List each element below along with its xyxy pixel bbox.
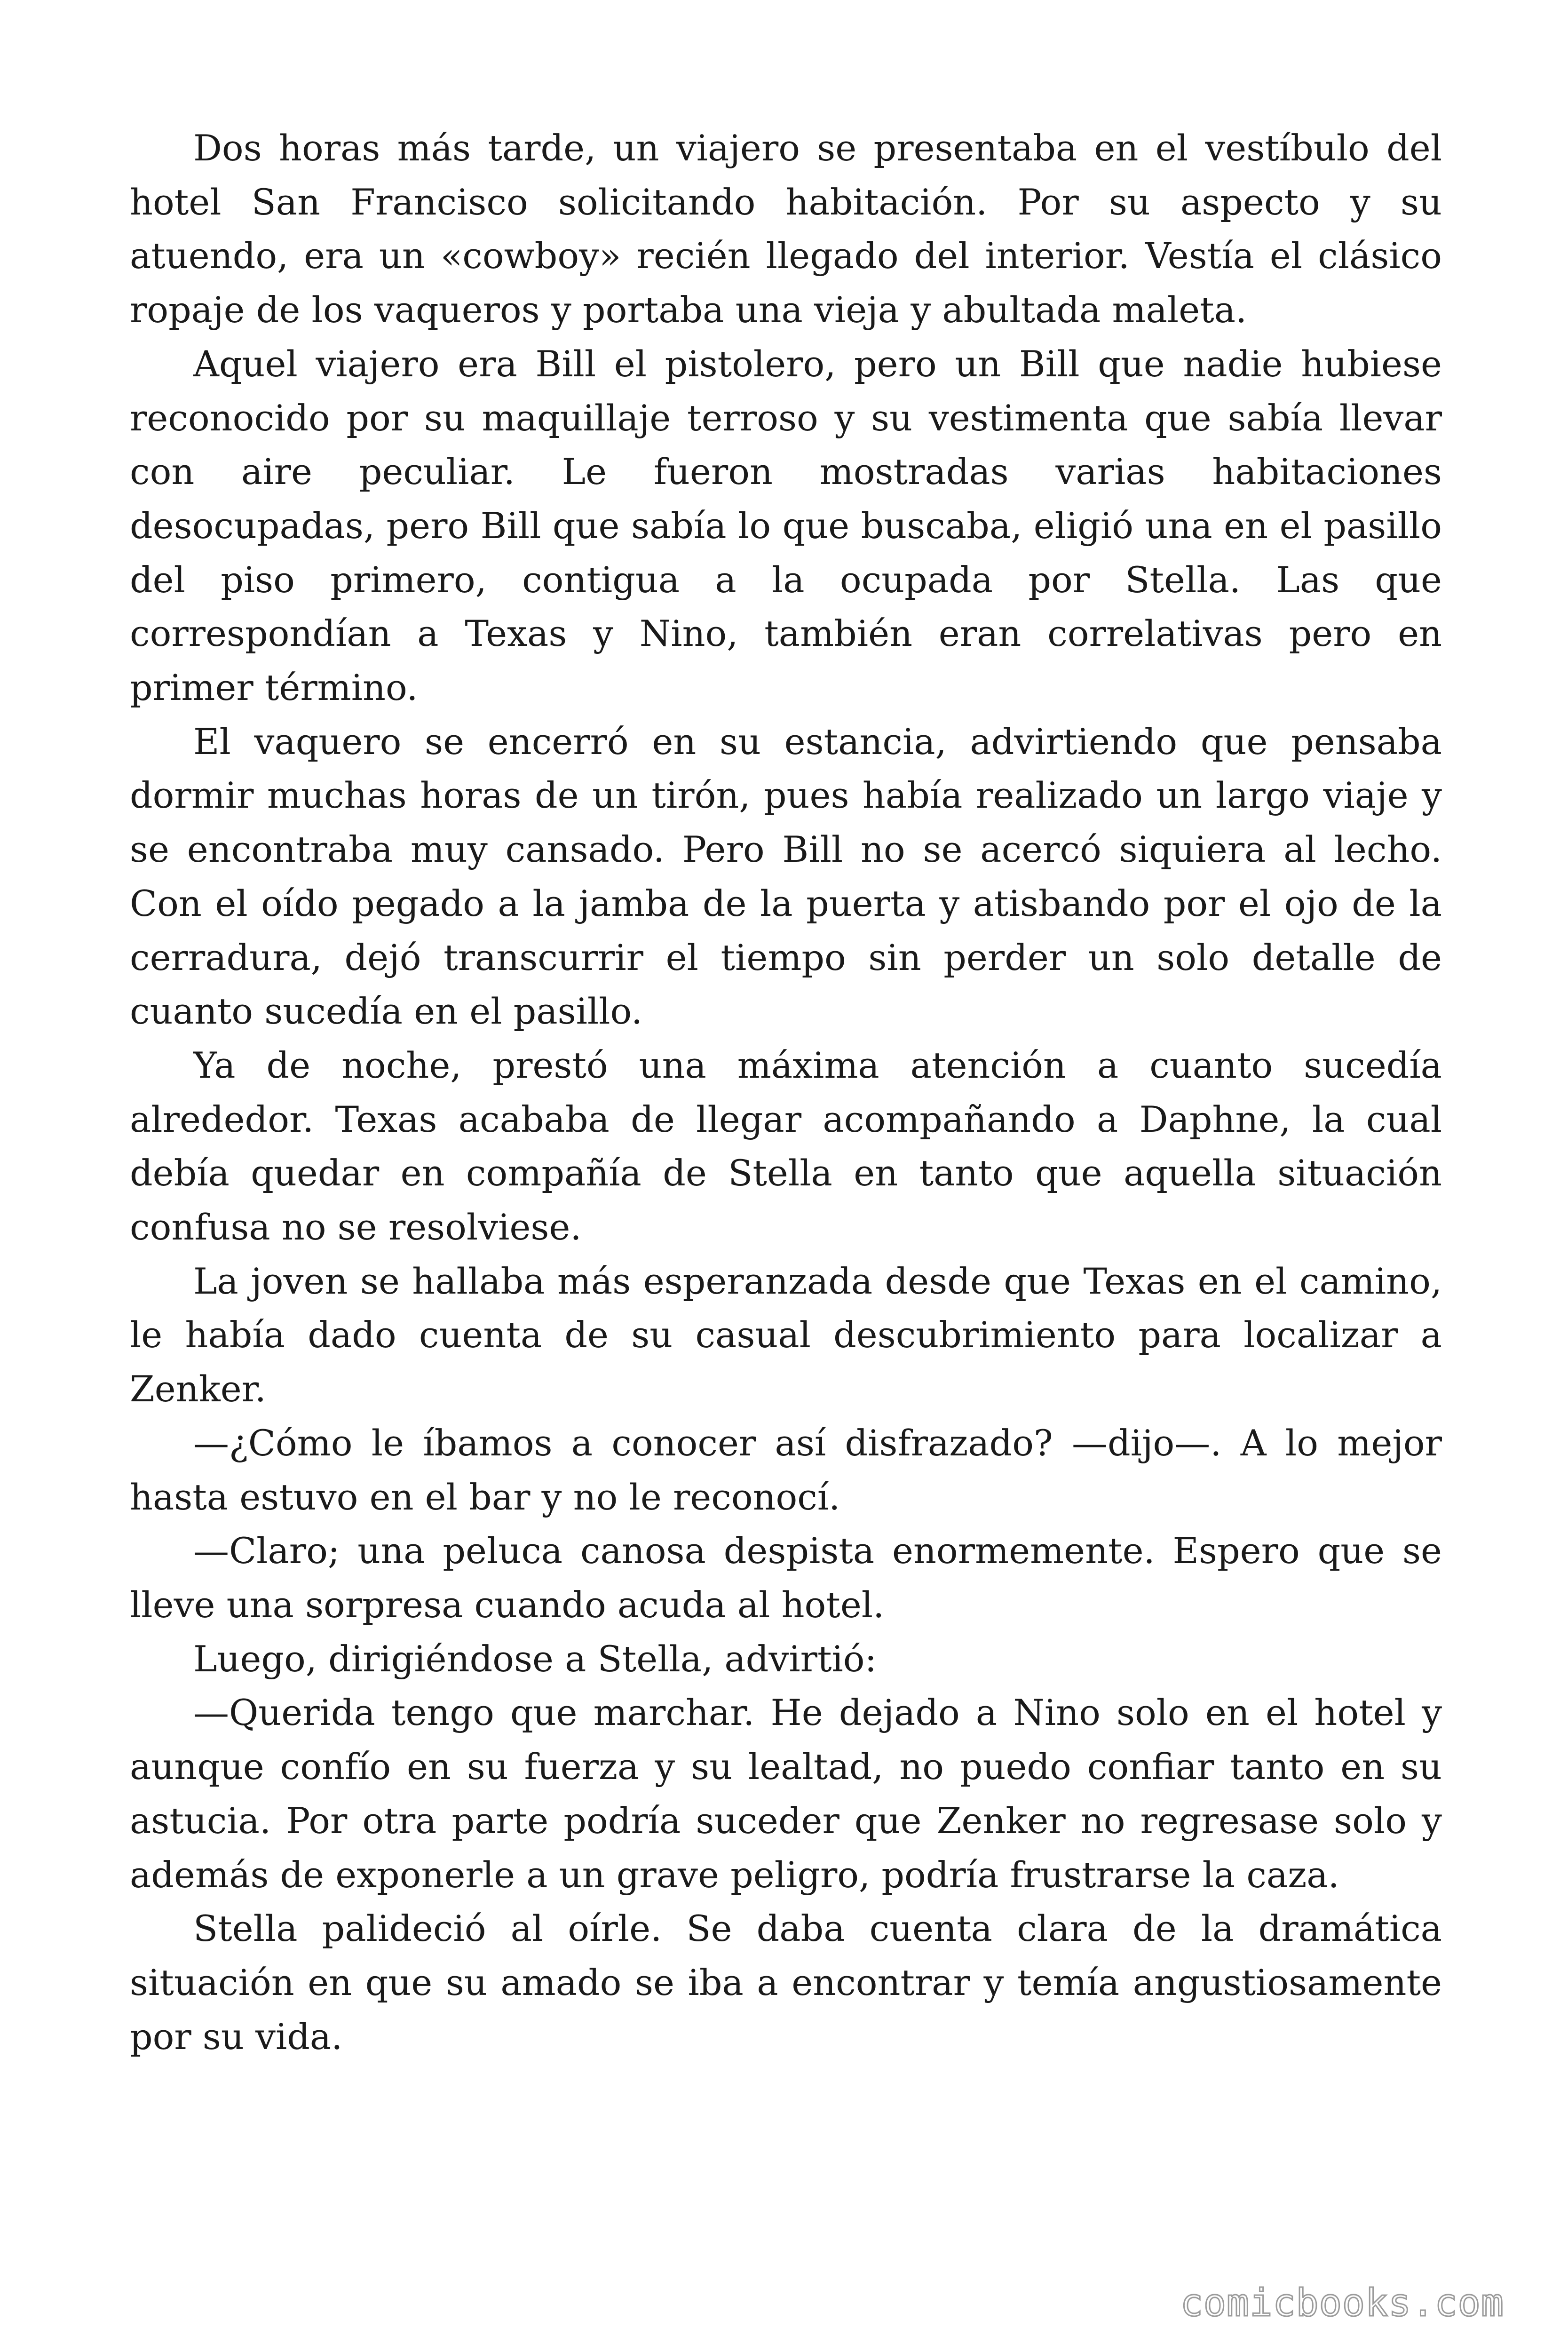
paragraph: —Querida tengo que marchar. He dejado a Nino solo en el hotel y aunque confío en su fuerza y su lealtad, no puedo confiar tanto en su astucia. Por otra parte podría suceder que Zenker no regresase solo y además de exponerle a un grave peligro, podría frustrarse la caza. — [130, 1692, 1442, 1896]
paragraph: Luego, dirigiéndose a Stella, advirtió: — [193, 1637, 877, 1680]
paragraph: —Claro; una peluca canosa despista enormemente. Espero que se lleve una sorpresa cuando acuda al hotel. — [130, 1530, 1442, 1626]
paragraph: El vaquero se encerró en su estancia, advirtiendo que pensaba dormir muchas horas de un tirón, pues había realizado un largo viaje y se encontraba muy cansado. Pero Bill no se acercó siquiera al lecho. Con el oído pegado a la jamba de la puerta y atisbando por el ojo de la cerradura, dejó transcurrir el tiempo sin perder un solo detalle de cuanto sucedía en el pasillo. — [130, 720, 1442, 1033]
watermark: comicbooks.com — [1180, 2281, 1504, 2325]
paragraph: La joven se hallaba más esperanzada desde que Texas en el camino, le había dado cuenta de su casual descubrimiento para localizar a Zenker. — [130, 1260, 1442, 1410]
body-text — [130, 121, 1442, 2064]
paragraph: Aquel viajero era Bill el pistolero, pero un Bill que nadie hubiese reconocido por su maquillaje terroso y su vestimenta que sabía llevar con aire peculiar. Le fueron mostradas varias habitaciones desocupadas, pero Bill que sabía lo que buscaba, eligió una en el pasillo del piso primero, contigua a la ocupada por Stella. Las que correspondían a Texas y Nino, también eran correlativas pero en primer término. — [130, 342, 1442, 709]
paragraph: Dos horas más tarde, un viajero se presentaba en el vestíbulo del hotel San Francisco solicitando habitación. Por su aspecto y su atuendo, era un «cowboy» recién llegado del interior. Vestía el clásico ropaje de los vaqueros y portaba una vieja y abultada maleta. — [130, 127, 1442, 331]
paragraph: Stella palideció al oírle. Se daba cuenta clara de la dramática situación en que su amado se iba a encontrar y temía angustiosamente por su vida. — [130, 1907, 1442, 2058]
paragraph: —¿Cómo le íbamos a conocer así disfrazado? —dijo—. A lo mejor hasta estuvo en el bar y no le reconocí. — [130, 1422, 1442, 1518]
paragraph: Ya de noche, prestó una máxima atención a cuanto sucedía alrededor. Texas acababa de llegar acompañando a Daphne, la cual debía quedar en compañía de Stella en tanto que aquella situación confusa no se resolviese. — [130, 1044, 1442, 1248]
